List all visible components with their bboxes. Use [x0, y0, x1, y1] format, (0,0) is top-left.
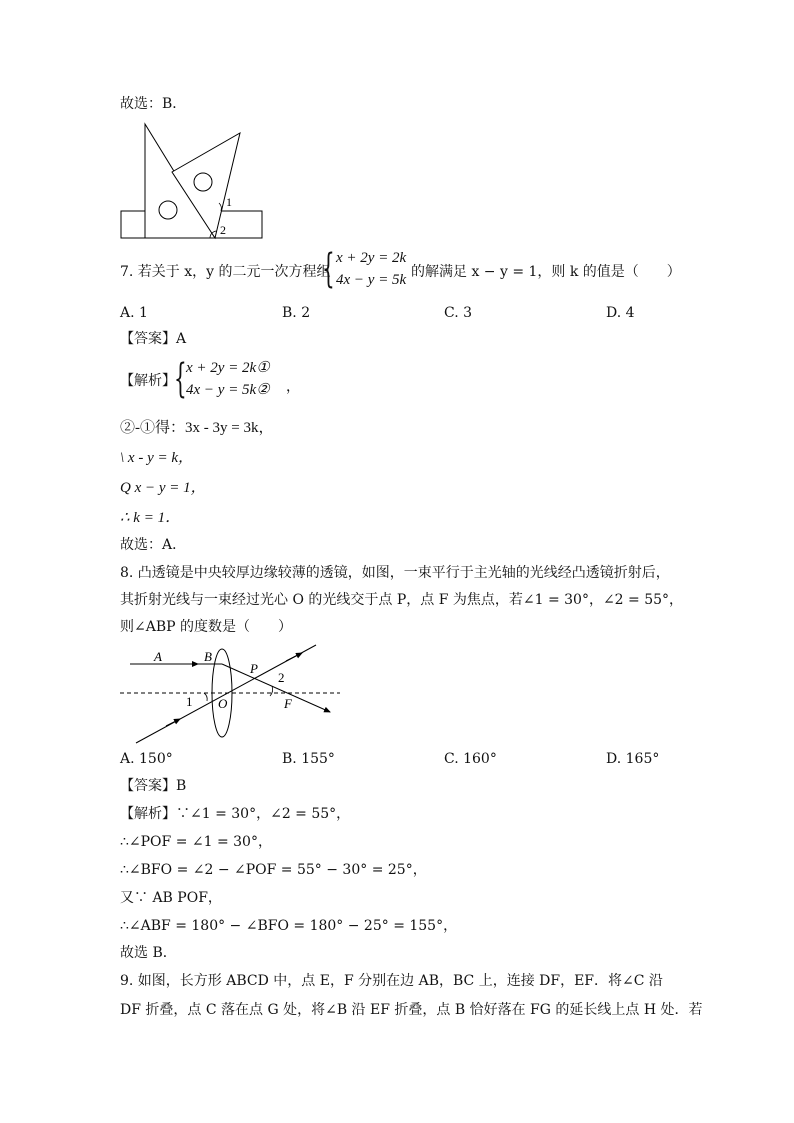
angle-1-arc	[204, 693, 207, 701]
label-o: O	[218, 696, 228, 711]
q8-choice: 故选 B．	[120, 945, 177, 961]
q7-tail: 的解满足 x − y = 1，则 k 的值是（ ）	[411, 264, 681, 280]
q7-lead: 7. 若关于 x，y 的二元一次方程组	[120, 264, 331, 280]
q7-eq2: 4x − y = 5k	[336, 272, 407, 288]
label-2: 2	[278, 670, 285, 685]
prev-choice-text: 故选：B．	[120, 96, 187, 112]
ray-through-center-arrow-low	[166, 719, 180, 726]
angle-2-label: 2	[220, 223, 226, 237]
convex-lens-figure	[118, 640, 343, 750]
q7-sys-end: ，	[286, 379, 300, 395]
q8-option-b: B. 155°	[282, 751, 335, 767]
q9-line-2: DF 折叠，点 C 落在点 G 处，将∠B 沿 EF 折叠，点 B 恰好落在 FG 的延长线上点 H 处．若	[120, 1002, 703, 1018]
q8-step-5: ∴∠ABF = 180° − ∠BFO = 180° − 25° = 155°，	[120, 918, 458, 934]
q7-sys-eq2: 4x − y = 5k②	[186, 382, 270, 398]
q8-step-3: ∴∠BFO = ∠2 − ∠POF = 55° − 30° = 25°，	[120, 862, 427, 878]
q8-step-4: 又∵ AB POF，	[120, 890, 222, 906]
triangle-ruler-figure	[118, 118, 268, 242]
q7-sys-eq1: x + 2y = 2k①	[186, 360, 270, 376]
q9-line-1: 9. 如图，长方形 ABCD 中，点 E，F 分别在边 AB，BC 上，连接 DF，EF．将∠C 沿	[120, 973, 663, 989]
q7-option-c: C. 3	[444, 305, 473, 321]
q7-option-d: D. 4	[606, 305, 635, 321]
label-a: A	[154, 649, 162, 664]
angle-1-label: 1	[226, 195, 232, 209]
label-f: F	[284, 696, 292, 711]
q7-brace: {	[322, 246, 335, 292]
q7-step-1: ②-①得：3x - 3y = 3k，	[120, 420, 274, 436]
q7-option-a: A. 1	[120, 305, 148, 321]
label-p: P	[250, 661, 258, 676]
q7-step-4: ∴ k = 1．	[120, 510, 181, 526]
q8-line-2: 其折射光线与一束经过光心 O 的光线交于点 P，点 F 为焦点，若∠1 = 30°，∠2 = 55°，	[120, 592, 684, 608]
q7-analysis-label: 【解析】	[120, 373, 176, 389]
ray-through-center-arrow	[286, 653, 302, 661]
label-1: 1	[186, 694, 193, 709]
angle-2-arc	[270, 686, 273, 696]
q7-step-3: Q x − y = 1，	[120, 480, 206, 496]
q7-answer: 【答案】A	[120, 331, 187, 347]
q8-line-3: 则∠ABP 的度数是（ ）	[120, 619, 292, 635]
lens	[212, 649, 232, 737]
ray-refracted	[222, 664, 330, 712]
q8-step-2: ∴∠POF = ∠1 = 30°，	[120, 834, 272, 850]
q8-answer: 【答案】B	[120, 778, 187, 794]
q7-eq1: x + 2y = 2k	[336, 250, 407, 266]
q7-option-b: B. 2	[282, 305, 311, 321]
q7-choice: 故选：A．	[120, 537, 187, 553]
q8-step-1: 【解析】∵∠1 = 30°，∠2 = 55°，	[120, 806, 351, 822]
q7-analysis-brace: {	[174, 356, 187, 402]
q8-option-c: C. 160°	[444, 751, 497, 767]
q8-line-1: 8. 凸透镜是中央较厚边缘较薄的透镜，如图，一束平行于主光轴的光线经凸透镜折射后，	[120, 565, 670, 581]
q8-option-a: A. 150°	[120, 751, 173, 767]
label-b: B	[204, 649, 212, 664]
q7-step-2: \ x - y = k，	[120, 450, 194, 466]
q8-option-d: D. 165°	[606, 751, 660, 767]
